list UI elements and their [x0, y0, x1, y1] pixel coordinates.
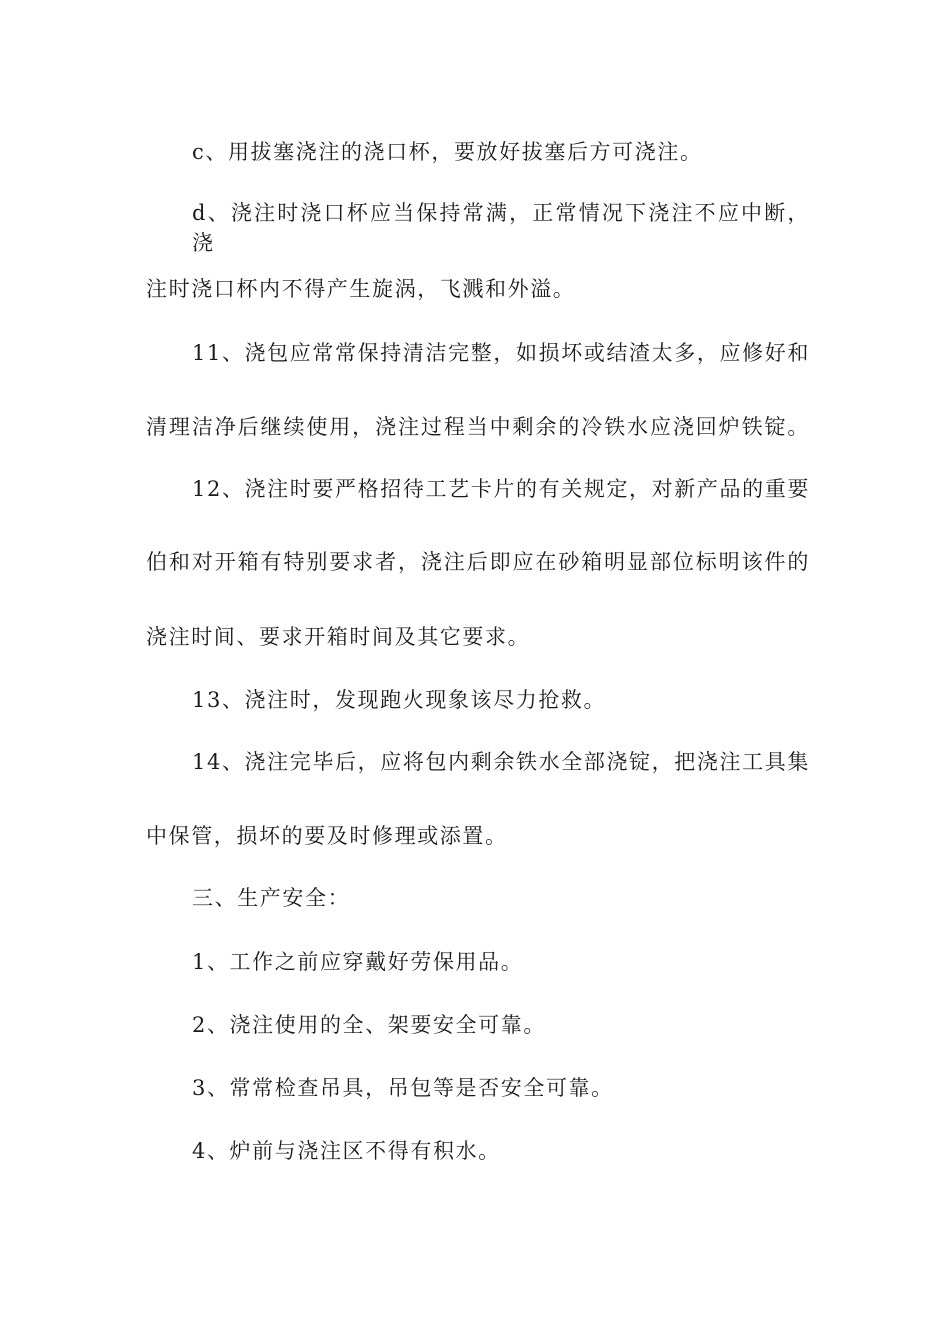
text-line-12-2: 伯和对开箱有特别要求者，浇注后即应在砂箱明显部位标明该件的: [146, 550, 810, 574]
section-heading-production-safety: 三、生产安全：: [192, 886, 351, 910]
text-line-14-1: 14、浇注完毕后，应将包内剩余铁水全部浇锭，把浇注工具集: [192, 750, 810, 774]
text-line-12-3: 浇注时间、要求开箱时间及其它要求。: [146, 625, 531, 649]
text-line-c: c、用拔塞浇注的浇口杯，要放好拔塞后方可浇注。: [192, 140, 703, 164]
text-line-safety-3: 3、常常检查吊具，吊包等是否安全可靠。: [192, 1076, 614, 1100]
text-line-safety-2: 2、浇注使用的全、架要安全可靠。: [192, 1013, 546, 1037]
text-line-safety-1: 1、工作之前应穿戴好劳保用品。: [192, 950, 524, 974]
text-line-d-1: d、浇注时浇口杯应当保持常满，正常情况下浇注不应中断，浇: [192, 201, 810, 255]
text-line-12-1: 12、浇注时要严格招待工艺卡片的有关规定，对新产品的重要: [192, 477, 810, 501]
text-line-11-1: 11、浇包应常常保持清洁完整，如损坏或结渣太多，应修好和: [192, 341, 810, 365]
text-line-14-2: 中保管，损坏的要及时修理或添置。: [146, 824, 508, 848]
text-line-safety-4: 4、炉前与浇注区不得有积水。: [192, 1139, 501, 1163]
text-line-13: 13、浇注时，发现跑火现象该尽力抢救。: [192, 688, 607, 712]
text-line-d-2: 注时浇口杯内不得产生旋涡，飞溅和外溢。: [146, 277, 576, 301]
text-line-11-2: 清理洁净后继续使用，浇注过程当中剩余的冷铁水应浇回炉铁锭。: [146, 415, 810, 439]
